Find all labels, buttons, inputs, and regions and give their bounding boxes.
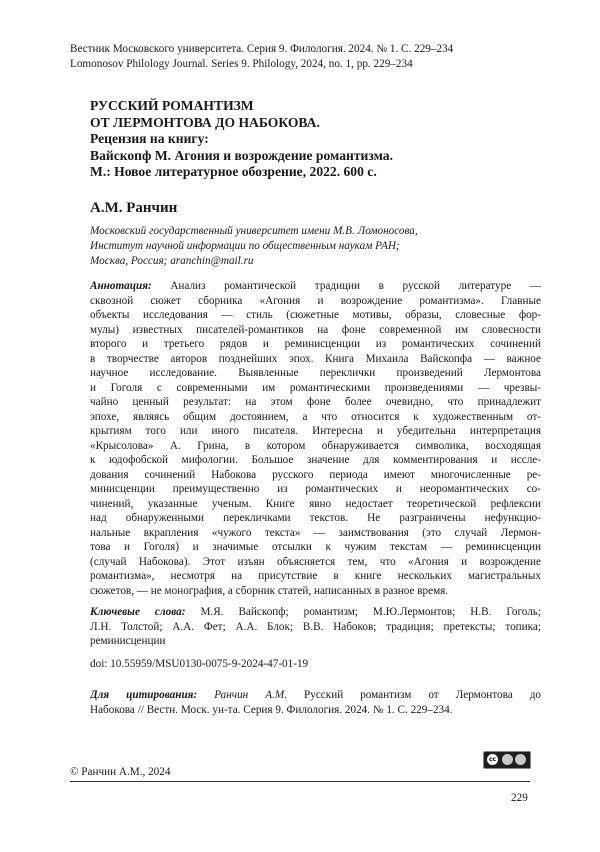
article-title: [90, 98, 540, 181]
citation: [90, 688, 541, 717]
keywords-line: Л.Н. Толстой; А.А. Фет; А.А. Блок; В.В. Набоков; традиция; претексты; топика;: [90, 620, 541, 633]
keywords-label: Ключевые слова:: [90, 606, 186, 618]
abstract-line: над обнаруженными перекличками текстов. Не разграничены нефункцио-: [90, 512, 541, 524]
title-line: М.: Новое литературное обозрение, 2022. 600 с.: [90, 164, 377, 179]
title-line: РУССКИЙ РОМАНТИЗМ: [90, 98, 254, 113]
citation-author: Ранчин А.М.: [197, 689, 287, 701]
abstract-line: това и Гоголя) и значимые отсылки к чужим текстам — реминисценции: [90, 541, 541, 553]
nc-icon: [515, 754, 526, 765]
journal-header-en: Lomonosov Philology Journal. Series 9. Philology, 2024, no. 1, pp. 229–234: [70, 58, 413, 70]
abstract-line: минисценции преимущественно из романтических и неоромантических со-: [90, 483, 541, 495]
abstract-line: объекты исследования — стиль (сюжетные мотивы, образы, словесные фор-: [90, 309, 541, 321]
abstract-line: и Гоголя с современными им романтическими произведениями — чрезвы-: [90, 381, 541, 394]
abstract-line: эпохе, являясь общим достоянием, а что относится к художественным от-: [90, 410, 541, 423]
abstract-line: крытиям того или иного писателя. Интересна и убедительна интерпретация: [90, 425, 541, 437]
abstract-line: (случай Набокова). Этот изъян объясняется тем, что «Агония и возрождение: [90, 555, 541, 568]
abstract-line: сквозной сюжет сборника «Агония и возрождение романтизма». Главные: [90, 294, 541, 307]
doi: doi: 10.55959/MSU0130-0075-9-2024-47-01-19: [90, 658, 309, 670]
abstract-line: в творчестве авторов позднейших эпох. Книга Михаила Вайскопфа — важное: [90, 352, 541, 365]
affiliation-line: Московский государственный университет имени М.В. Ломоносова,: [90, 225, 418, 237]
affiliation-line: Москва, Россия; aranchin@mail.ru: [90, 255, 254, 268]
copyright: © Ранчин А.М., 2024: [70, 766, 171, 778]
keywords-line: реминисценции: [90, 635, 166, 647]
keywords-line: Ключевые слова: М.Я. Вайскопф; романтизм; М.Ю.Лермонтов; Н.В. Гоголь;: [90, 606, 541, 618]
title-line: Рецензия на книгу:: [90, 131, 209, 146]
abstract-line: к юдофобской мифологии. Большое значение для комментирования и иссле-: [90, 454, 541, 466]
abstract-line: «Крысолова» А. Грина, в котором обнаруживается символика, восходящая: [90, 439, 541, 452]
affiliation-line: Институт научной информации по общественным наукам РАН;: [90, 240, 400, 253]
footer-divider: [70, 781, 530, 782]
keywords: [90, 605, 541, 649]
abstract-line: сюжетов, — не монография, а сборник статей, написанных в разное время.: [90, 584, 449, 597]
citation-label: Для цитирования:: [90, 689, 198, 701]
by-icon: [502, 754, 513, 765]
title-line: Вайскопф М. Агония и возрождение романтизма.: [90, 147, 393, 163]
citation-line: Для цитирования: Ранчин А.М. Русский романтизм от Лермонтова до: [90, 689, 541, 701]
abstract-label: Аннотация:: [90, 280, 152, 292]
journal-header: [70, 42, 540, 72]
abstract-line: научное исследование. Выявленные переклички произведений Лермонтова: [90, 367, 541, 379]
abstract-line: мулы) известных писателей-романтиков на фоне современной им словесности: [90, 323, 541, 336]
title-line: ОТ ЛЕРМОНТОВА ДО НАБОКОВА.: [90, 114, 320, 130]
abstract-line: нальные вкрапления «чужого текста» — заимствования (это случай Лермон-: [90, 526, 541, 539]
cc-icon: cc: [488, 756, 497, 763]
abstract-line: второго и третьего рядов и реминисценции из романтических сочинений: [90, 338, 541, 350]
journal-header-ru: Вестник Московского университета. Серия 9. Филология. 2024. № 1. С. 229–234: [70, 43, 454, 55]
abstract-line: чинений, указанные ученым. Книге явно недостает теоретической рефлексии: [90, 497, 541, 510]
page-number: 229: [511, 792, 528, 804]
abstract: [90, 279, 541, 598]
citation-line: Набокова // Вестн. Моск. ун-та. Серия 9. Филология. 2024. № 1. С. 229–234.: [90, 703, 453, 716]
abstract-line: чайно ценный результат: на этом фоне более очевидно, что принадлежит: [90, 396, 541, 408]
author-name: А.М. Ранчин: [90, 200, 178, 216]
abstract-line: Аннотация: Анализ романтической традиции в русской литературе —: [90, 280, 541, 292]
cc-by-license-icon: [483, 751, 531, 769]
abstract-line: романтизма», несмотря на присутствие в книге нескольких магистральных: [90, 570, 541, 582]
abstract-line: дования сочинений Набокова русского периода имеют многочисленные ре-: [90, 468, 541, 481]
author-affiliation: [90, 224, 540, 270]
